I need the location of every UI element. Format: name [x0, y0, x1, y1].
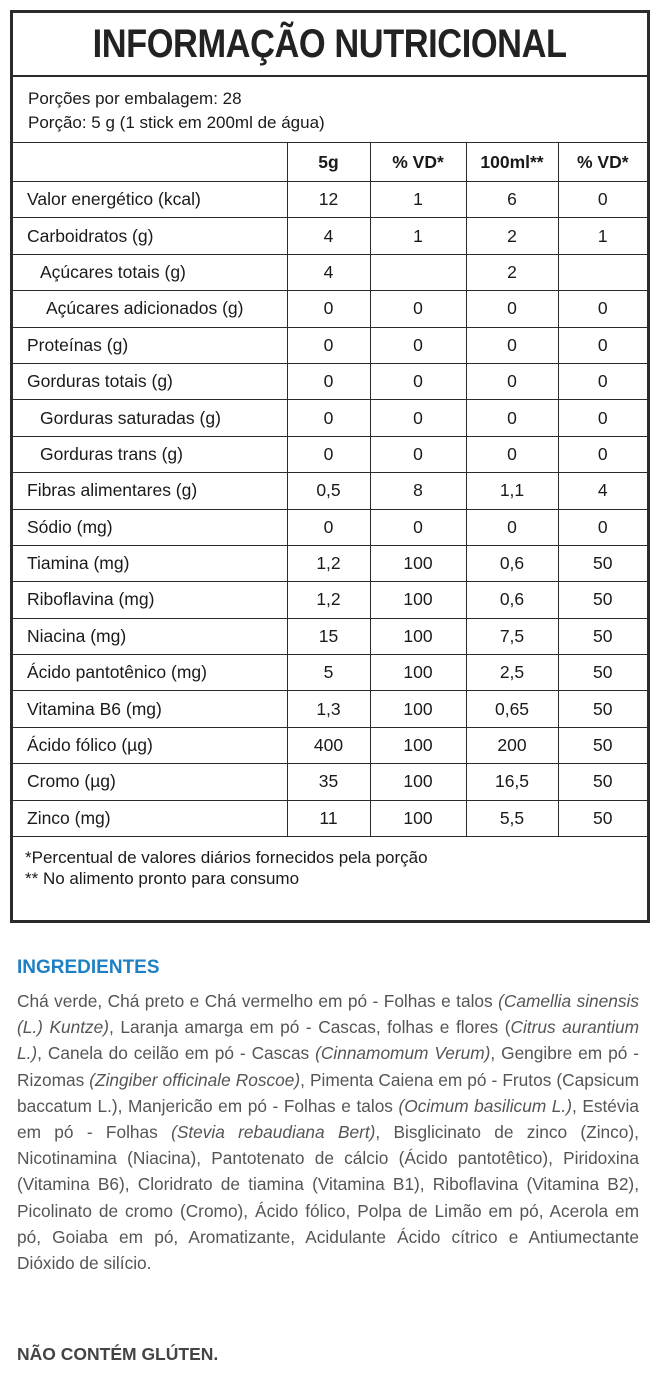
column-header: % VD* — [558, 143, 647, 182]
ingredient-scientific-name: (Ocimum basilicum L.) — [398, 1095, 572, 1116]
nutrient-value: 2 — [466, 254, 558, 290]
nutrient-value: 1 — [370, 182, 466, 218]
nutrient-value: 200 — [466, 727, 558, 763]
ingredient-text-segment: , Gengibre em pó - Rizomas — [17, 1043, 639, 1090]
nutrient-name: Gorduras saturadas (g) — [13, 400, 287, 436]
title-bar — [13, 13, 647, 77]
nutrient-name: Fibras alimentares (g) — [13, 473, 287, 509]
nutrient-value: 50 — [558, 618, 647, 654]
nutrient-name: Cromo (µg) — [13, 764, 287, 800]
table-row — [13, 764, 647, 800]
table-row — [13, 327, 647, 363]
ingredient-text-segment: Chá verde, Chá preto e Chá vermelho em pó - Folhas e talos — [17, 991, 499, 1011]
ingredient-text-segment: , Pimenta Caiena em pó - Frutos (Capsicum baccatum L.), Manjericão em pó - Folhas e talos — [17, 1069, 639, 1116]
nutrient-value: 6 — [466, 182, 558, 218]
table-row — [13, 509, 647, 545]
nutrient-value: 1 — [370, 218, 466, 254]
nutrient-value: 1,1 — [466, 473, 558, 509]
nutrient-name: Ácido fólico (µg) — [13, 727, 287, 763]
nutrient-value: 4 — [558, 473, 647, 509]
nutrient-value: 0,6 — [466, 545, 558, 581]
nutrient-name: Niacina (mg) — [13, 618, 287, 654]
nutrient-name: Açúcares totais (g) — [13, 254, 287, 290]
column-header: 100ml** — [466, 143, 558, 182]
nutrient-value: 0 — [558, 363, 647, 399]
table-row — [13, 473, 647, 509]
nutrient-value: 2,5 — [466, 655, 558, 691]
nutrient-value: 50 — [558, 691, 647, 727]
nutrient-value: 100 — [370, 691, 466, 727]
nutrient-name: Sódio (mg) — [13, 509, 287, 545]
nutrient-value: 100 — [370, 800, 466, 836]
nutrition-facts-panel — [10, 10, 650, 923]
nutrient-value: 0 — [558, 327, 647, 363]
nutrient-value: 50 — [558, 727, 647, 763]
ingredient-scientific-name: (Zingiber officinale Roscoe) — [89, 1069, 301, 1090]
table-row — [13, 218, 647, 254]
nutrient-value: 0 — [466, 363, 558, 399]
nutrient-value: 0 — [370, 509, 466, 545]
nutrient-value: 0 — [466, 400, 558, 436]
nutrient-name: Açúcares adicionados (g) — [13, 291, 287, 327]
nutrient-value: 0 — [370, 436, 466, 472]
ingredient-scientific-name: (Stevia rebaudiana Bert) — [171, 1122, 376, 1143]
nutrient-value: 100 — [370, 582, 466, 618]
nutrient-value: 0 — [370, 291, 466, 327]
nutrient-value: 5 — [287, 655, 370, 691]
nutrient-name: Gorduras totais (g) — [13, 363, 287, 399]
gluten-free-notice: NÃO CONTÉM GLÚTEN. — [17, 1344, 219, 1364]
nutrient-value: 0 — [287, 509, 370, 545]
table-row — [13, 655, 647, 691]
nutrient-name: Gorduras trans (g) — [13, 436, 287, 472]
nutrient-value: 0 — [287, 291, 370, 327]
nutrient-value: 11 — [287, 800, 370, 836]
nutrient-value: 50 — [558, 655, 647, 691]
nutrient-value: 400 — [287, 727, 370, 763]
nutrient-value: 16,5 — [466, 764, 558, 800]
nutrient-value: 1 — [558, 218, 647, 254]
table-row — [13, 182, 647, 218]
nutrient-value: 0 — [287, 327, 370, 363]
nutrient-value: 0 — [287, 363, 370, 399]
column-header — [13, 143, 287, 182]
nutrient-value: 100 — [370, 545, 466, 581]
nutrient-value: 35 — [287, 764, 370, 800]
nutrient-value: 0 — [558, 509, 647, 545]
nutrient-name: Riboflavina (mg) — [13, 582, 287, 618]
nutrient-value: 4 — [287, 254, 370, 290]
nutrient-value: 0 — [466, 327, 558, 363]
nutrient-value: 0 — [558, 182, 647, 218]
nutrition-table — [13, 143, 647, 837]
nutrient-value: 50 — [558, 545, 647, 581]
nutrient-name: Vitamina B6 (mg) — [13, 691, 287, 727]
footnote-ready-to-drink: ** No alimento pronto para consumo — [25, 869, 300, 889]
nutrient-value: 50 — [558, 764, 647, 800]
nutrient-value: 1,3 — [287, 691, 370, 727]
table-row — [13, 363, 647, 399]
nutrient-value: 100 — [370, 618, 466, 654]
nutrient-name: Ácido pantotênico (mg) — [13, 655, 287, 691]
panel-title: INFORMAÇÃO NUTRICIONAL — [92, 21, 567, 66]
ingredient-text-segment: , Canela do ceilão em pó - Cascas — [37, 1043, 316, 1064]
table-header-row — [13, 143, 647, 182]
table-row — [13, 582, 647, 618]
table-row — [13, 691, 647, 727]
nutrient-value: 100 — [370, 764, 466, 800]
column-header: 5g — [287, 143, 370, 182]
ingredient-scientific-name: Citrus aurantium L.) — [17, 1017, 640, 1064]
column-header: % VD* — [370, 143, 466, 182]
nutrient-value: 0 — [287, 400, 370, 436]
nutrient-value: 0 — [558, 291, 647, 327]
nutrient-value: 7,5 — [466, 618, 558, 654]
ingredients-heading: INGREDIENTES — [17, 957, 160, 978]
ingredient-scientific-name: (Camellia sinensis (L.) Kuntze) — [17, 991, 639, 1038]
ingredient-scientific-name: (Cinnamomum Verum) — [315, 1043, 491, 1064]
nutrient-value — [558, 254, 647, 290]
nutrient-value: 1,2 — [287, 582, 370, 618]
nutrient-value: 100 — [370, 655, 466, 691]
nutrient-value: 1,2 — [287, 545, 370, 581]
ingredient-text-segment: , Laranja amarga em pó - Cascas, folhas e flores ( — [109, 1017, 511, 1038]
nutrient-value: 12 — [287, 182, 370, 218]
nutrient-value: 15 — [287, 618, 370, 654]
nutrient-value: 0 — [370, 327, 466, 363]
ingredient-text-segment: , Estévia em pó - Folhas — [17, 1095, 639, 1143]
nutrient-value: 0 — [287, 436, 370, 472]
nutrient-value: 0 — [466, 291, 558, 327]
footnotes — [13, 837, 647, 889]
table-row — [13, 400, 647, 436]
nutrient-value: 0 — [370, 400, 466, 436]
serving-size: Porção: 5 g (1 stick em 200ml de água) — [28, 113, 325, 132]
footnote-daily-values: *Percentual de valores diários fornecidos pela porção — [25, 848, 428, 868]
nutrient-name: Zinco (mg) — [13, 800, 287, 836]
nutrient-value: 8 — [370, 473, 466, 509]
servings-per-package: Porções por embalagem: 28 — [28, 89, 242, 108]
nutrient-value — [370, 254, 466, 290]
table-row — [13, 254, 647, 290]
nutrient-value: 0 — [466, 436, 558, 472]
nutrient-value: 0 — [558, 400, 647, 436]
table-row — [13, 727, 647, 763]
ingredients-text — [17, 988, 639, 1276]
nutrient-value: 50 — [558, 800, 647, 836]
nutrient-name: Proteínas (g) — [13, 327, 287, 363]
nutrient-name: Carboidratos (g) — [13, 218, 287, 254]
nutrient-value: 0,5 — [287, 473, 370, 509]
portion-info — [13, 77, 647, 143]
nutrient-name: Valor energético (kcal) — [13, 182, 287, 218]
table-row — [13, 291, 647, 327]
table-row — [13, 618, 647, 654]
nutrient-value: 5,5 — [466, 800, 558, 836]
ingredient-text-segment: , Bisglicinato de zinco (Zinco), Nicotinamina (Niacina), Pantotenato de cálcio (Ácido pantotêtico), Piridoxina (Vitamina B6), Cloridrato de tiamina (Vitamina B1), Riboflavina (Vitamina B2), Picolinato de cromo (Cromo), Ácido fólico, Polpa de Limão em pó, Acerola em pó, Goiaba em pó, Aromatizante, Acidulante Ácido cítrico e Antiumectante Dióxido de silício. — [17, 1122, 639, 1274]
nutrient-value: 0 — [370, 363, 466, 399]
table-row — [13, 800, 647, 836]
nutrient-value: 0 — [558, 436, 647, 472]
nutrient-value: 0 — [466, 509, 558, 545]
nutrient-value: 4 — [287, 218, 370, 254]
nutrient-value: 0,65 — [466, 691, 558, 727]
nutrient-value: 100 — [370, 727, 466, 763]
nutrition-table-body — [13, 143, 647, 837]
nutrient-value: 50 — [558, 582, 647, 618]
nutrient-name: Tiamina (mg) — [13, 545, 287, 581]
nutrient-value: 0,6 — [466, 582, 558, 618]
table-row — [13, 436, 647, 472]
nutrient-value: 2 — [466, 218, 558, 254]
table-row — [13, 545, 647, 581]
